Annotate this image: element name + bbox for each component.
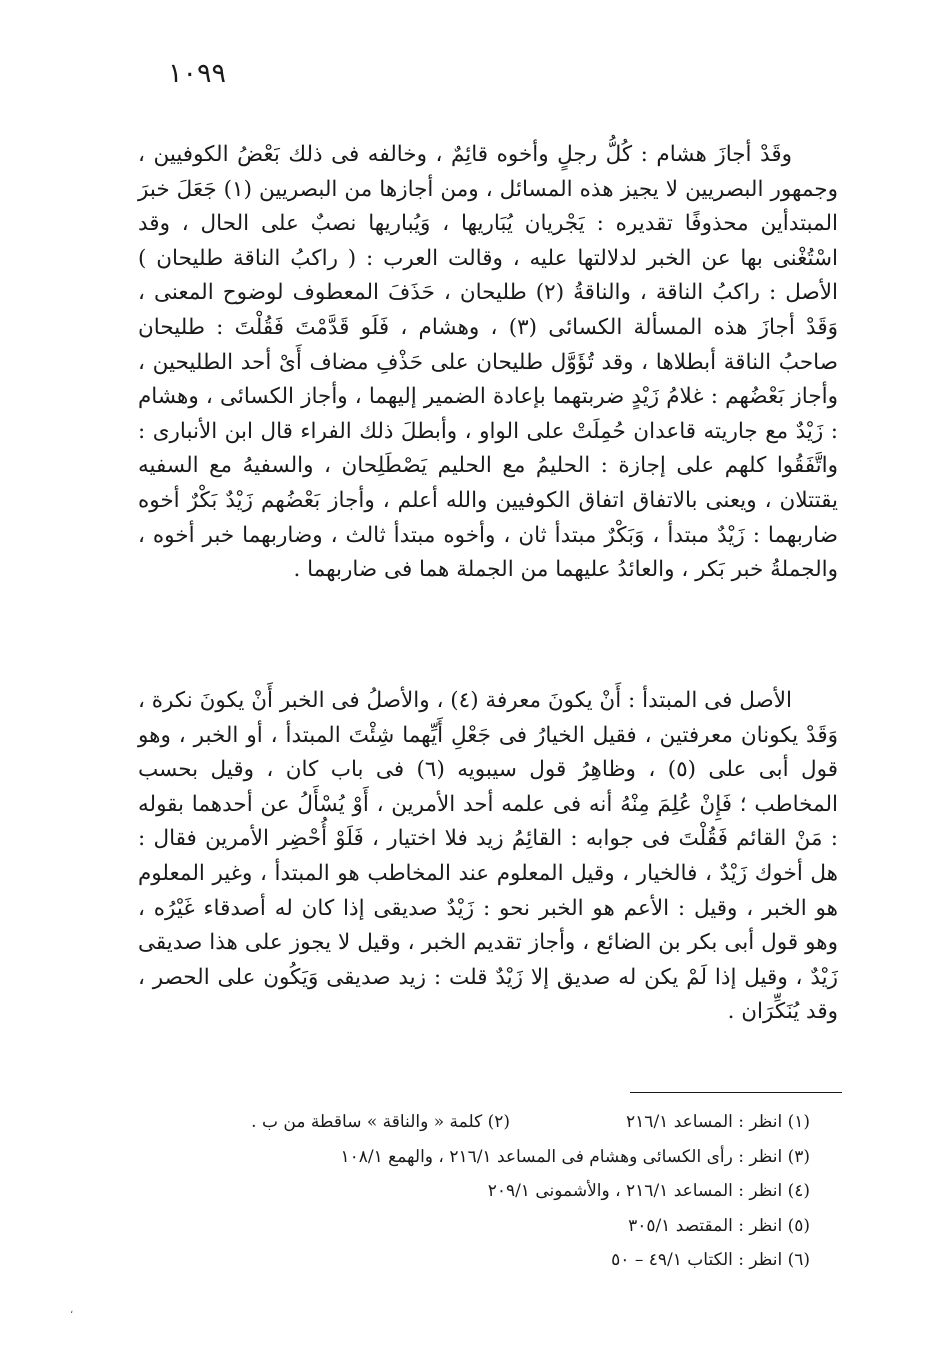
- footnote-4: (٤) انظر : المساعد ٢١٦/١ ، والأشمونى ٢٠٩/١: [487, 1181, 810, 1201]
- page-number: ١٠٩٩: [168, 58, 227, 89]
- footnote-5: (٥) انظر : المقتصد ٣٠٥/١: [628, 1215, 810, 1236]
- body-text-block-2: [138, 684, 838, 1030]
- footnote-row-4: [170, 1174, 810, 1209]
- paragraph-1: وقَدْ أجازَ هشام : كُلُّ رجلٍ وأخوه قائِمٌ ، وخالفه فى ذلك بَعْضُ الكوفيين ، وجمهور البصريين لا يجيز هذه المسائل ، ومن أجازها من البصريين (١) جَعَلَ خبرَ المبتدأين محذوفًا تقديره : يَجْريان يُبَاريها ، وَيُباريها نصبٌ على الحال ، وقد اسْتُغْنى بها عن الخبر لدلالتها عليه ، وقالت العرب : ( راكبُ الناقة طليحان ) الأصل : راكبُ الناقة ، والناقةُ (٢) طليحان ، حَذَفَ المعطوف لوضوح المعنى ، وَقَدْ أجازَ هذه المسألة الكسائى (٣) ، وهشام ، فَلَو قَدَّمْتَ فَقُلْتَ : طليحان صاحبُ الناقة أبطلاها ، وقد تُؤَوَّل طليحان على حَذْفِ مضاف أَىْ أحد الطليحين ، وأجاز بَعْضُهم : غلامُ زَيْدٍ ضربتهما بإعادة الضمير إليهما ، وأجاز الكسائى ، وهشام : زَيْدٌ مع جاريته قاعدان حُمِلَتْ على الواو ، وأبطلَ ذلك الفراء قال ابن الأنبارى : واتَّفَقُوا كلهم على إجازة : الحليمُ مع الحليم يَصْطَلِحان ، والسفيهُ مع السفيه يقتتلان ، ويعنى بالاتفاق اتفاق الكوفيين والله أعلم ، وأجاز بَعْضُهم زَيْدٌ بَكْرٌ أخوه ضاربهما : زَيْدٌ مبتدأ ، وَبَكْرٌ مبتدأ ثان ، وأخوه مبتدأ ثالث ، وضاربهما خبر أخوه ، والجملةُ خبر بَكر ، والعائدُ عليهما من الجملة هما فى ضاربهما .: [138, 142, 838, 583]
- footnote-6: (٦) انظر : الكتاب ٤٩/١ – ٥٠: [611, 1250, 810, 1270]
- footnote-row-3: [170, 1140, 810, 1175]
- footnote-row-5: [170, 1209, 810, 1244]
- footnote-row-6: [170, 1243, 810, 1278]
- scan-speck: ،: [70, 1305, 74, 1316]
- footnote-2: (٢) كلمة « والناقة » ساقطة من ب .: [251, 1112, 510, 1132]
- footnote-3: (٣) انظر : رأى الكسائى وهشام فى المساعد ٢١٦/١ ، والهمع ١٠٨/١: [340, 1146, 810, 1167]
- footnote-divider: [630, 1092, 842, 1093]
- paragraph-2: الأصل فى المبتدأ : أَنْ يكونَ معرفة (٤) ، والأصلُ فى الخبر أَنْ يكونَ نكرة ، وَقَدْ يكونان معرفتين ، فقيل الخيارُ فى جَعْلِ أَيِّهما شِئْتَ المبتدأ ، أو الخبر ، وهو قول أبى على (٥) ، وظاهِرُ قول سيبويه (٦) فى باب كان ، وقيل بحسب المخاطب ؛ فَإِنْ عُلِمَ مِنْهُ أنه فى علمه أحد الأمرين ، أَوْ يُسْأَلُ عن أحدهما بقوله : مَنْ القائم فَقُلْتَ فى جوابه : القائِمُ زيد فلا اختيار ، فَلَوْ أُحْضِر الأمرين فقال : هل أخوك زَيْدٌ ، فالخيار ، وقيل المعلوم عند المخاطب هو المبتدأ ، وغير المعلوم هو الخبر ، وقيل : الأعم هو الخبر نحو : زَيْدٌ صديقى إذا كان له أصدقاء غَيْرُه ، وهو قول أبى بكر بن الضائع ، وأجاز تقديم الخبر ، وقيل لا يجوز على هذا صديقى زَيْدٌ ، وقيل إذا لَمْ يكن له صديق إلا زَيْدٌ قلت : زيد صديقى وَيَكُون على الحصر ، وقد يُنَكِّرَان .: [138, 688, 838, 1025]
- footnote-1: (١) انظر : المساعد ٢١٦/١: [626, 1112, 810, 1132]
- body-text-block-1: [138, 138, 838, 588]
- footnotes: [170, 1105, 810, 1278]
- footnote-row-1: [170, 1105, 810, 1140]
